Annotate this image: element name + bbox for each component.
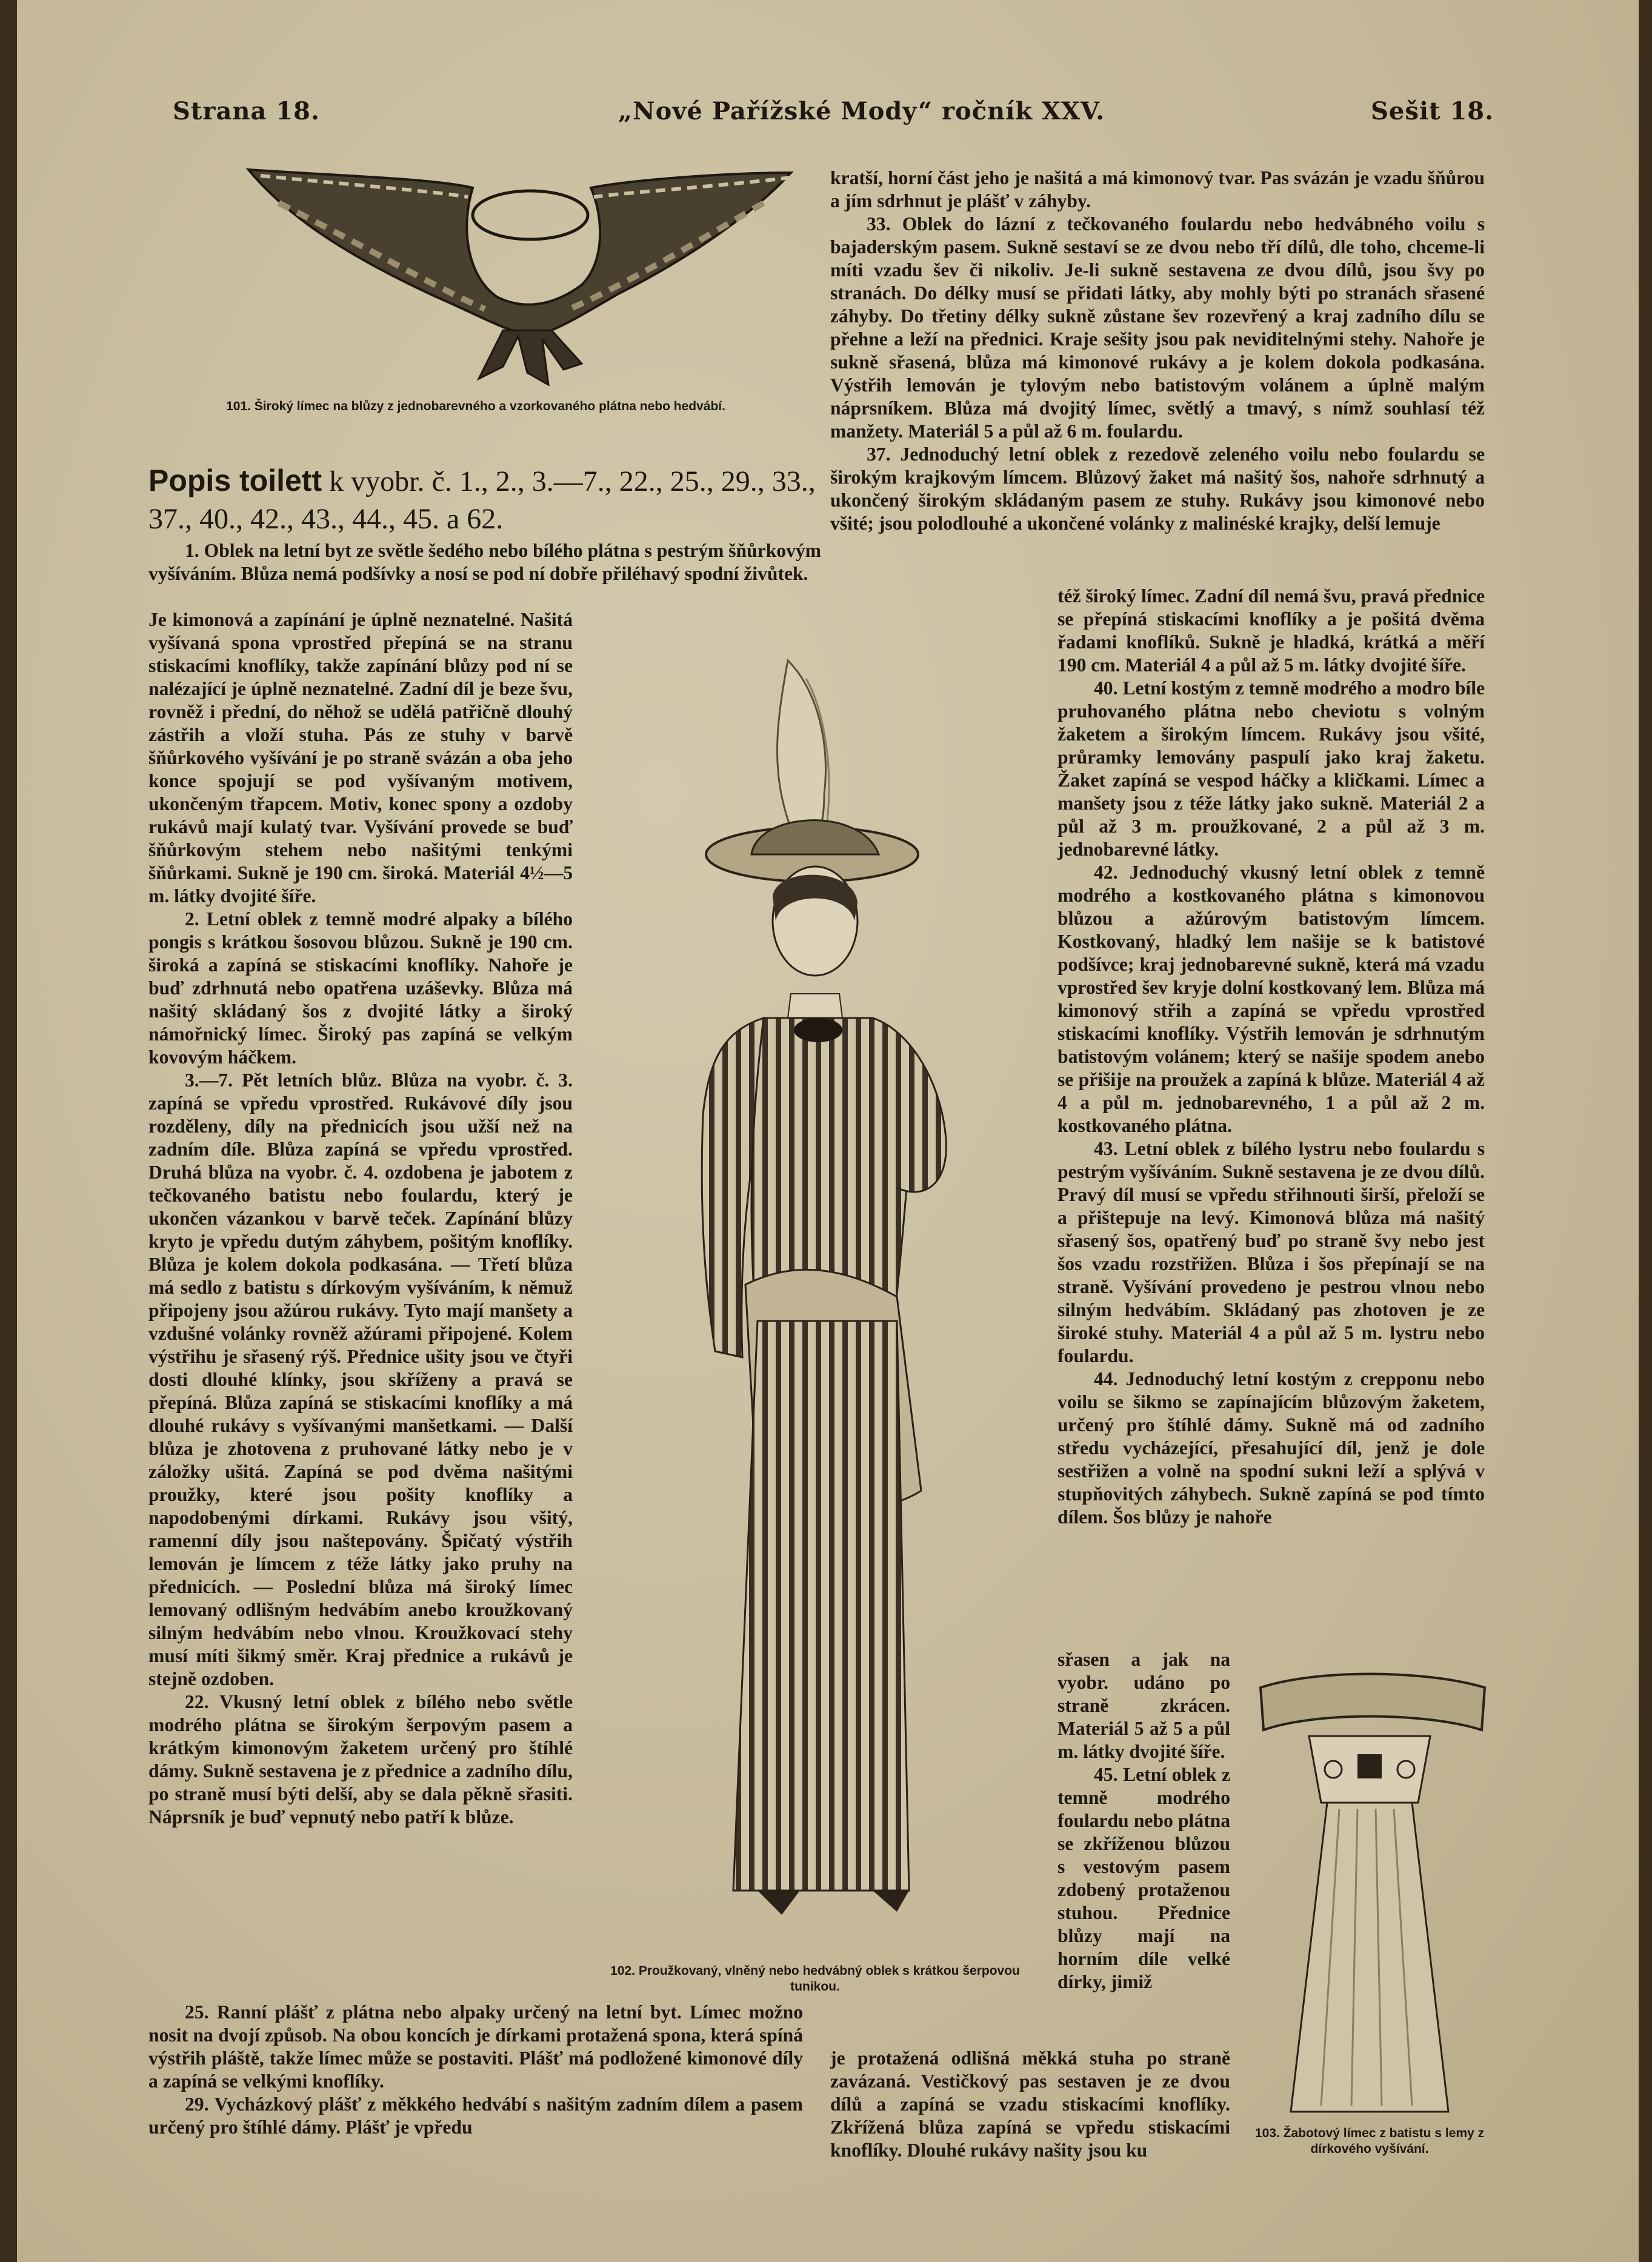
paragraph-25: 25. Ranní plášť z plátna nebo alpaky určený na letní byt. Límec možno nosit na dvojí způsob. Na obou koncích je dírkami protažená spona, která spíná výstřih pláště, takže límec může se postaviti. Plášť má podložené kimonové díly a zapíná se velkými knoflíky. bbox=[148, 2001, 803, 2092]
figure-101-collar-illustration bbox=[242, 155, 800, 391]
right-column-narrow bbox=[1057, 1648, 1230, 1994]
paragraph-1: 1. Oblek na letní byt ze světle šedého nebo bílého plátna s pestrým šňůrkovým vyšíváním. Blůza nemá podšívky a nosí se pod ní dobře přiléhavý spodní živůtek. bbox=[148, 540, 821, 584]
header-issue-number: Sešit 18. bbox=[1371, 97, 1494, 125]
scan-border-right bbox=[1639, 0, 1652, 2262]
paragraph-45-continued: je protažená odlišná měkká stuha po straně zavázaná. Vestičkový pas sestaven je ze dvou dílů a zapíná se vzadu stiskacími knoflíky. Zkřížená blůza zapíná se vpředu stiskacími knoflíky. Dlouhé rukávy našity jsou ku bbox=[830, 2047, 1230, 2161]
right-column-bottom bbox=[830, 2047, 1230, 2162]
paragraph-33: 33. Oblek do lázní z tečkovaného foulardu nebo hedvábného voilu s bajaderským pasem. Sukně sestaví se ze dvou nebo tří dílů, dle toho, chceme-li míti vzadu šev či nikoliv. Je-li sukně sestavena ze dvou dílů, jsou švy po stranách. Do délky musí se přidati látky, aby mohly býti po stranách sřasené záhyby. Do třetiny délky sukně zůstane šev rozevřený a kraj zadního dílu se přehne a leží na přednici. Kraje sešity jsou pak neviditelnými stehy. Nahoře je sukně sřasená, blůza má kimonové rukávy a je kolem dokola podkasána. Výstřih lemován je tylovým nebo batistovým volánem a úplně malým náprsníkem. Blůza má dvojitý límec, světlý a tmavý, s nímž souhlasí též manžety. Materiál 5 a půl až 6 m. foulardu. bbox=[830, 213, 1485, 442]
figure-102-dress-illustration bbox=[642, 654, 1067, 1963]
paragraph-40: 40. Letní kostým z temně modrého a modro bíle pruhovaného plátna nebo cheviotu s volným žaketem a širokým límcem. Rukávy jsou všité, průramky lemovány paspulí jako kraj žaketu. Žaket zapíná se vespod háčky a kličkami. Límec a manšety jsou z téže látky jako sukně. Materiál 2 a půl až 3 m. proužkované, 2 a půl až 3 m. jednobarevné látky. bbox=[1057, 677, 1485, 860]
paragraph-45: 45. Letní oblek z temně modrého foulardu nebo plátna se zkříženou blůzou s vestovým pasem zdobený protaženou stuhou. Přednice blůzy mají na horním díle velké dírky, jimiž bbox=[1057, 1764, 1230, 1992]
paragraph-44: 44. Jednoduchý letní kostým z crepponu nebo voilu se šikmo se zapínajícím blůzovým žaketem, určený pro štíhlé dámy. Sukně má od zadního středu vycházející, přesahující díl, jenž je dole sestřižen a volně na spodní sukni leží a splývá v stupňovitých záhybech. Sukně zapíná se pod tímto dílem. Šos blůzy je nahoře bbox=[1057, 1368, 1485, 1528]
paragraph-3-7: 3.—7. Pět letních blůz. Blůza na vyobr. č. 3. zapíná se vpředu vprostřed. Rukávové díly jsou rozděleny, díly na přednicích jsou užší než na zadním díle. Blůza zapíná se vpředu vprostřed. Druhá blůza na vyobr. č. 4. ozdobena je jabotem z tečkovaného batistu nebo foulardu, který je ukončen vázankou v barvě teček. Zapínání blůzy kryto je vpředu dutým záhybem, pošitým knoflíky. Blůza je kolem dokola podkasána. — Třetí blůza má sedlo z batistu s dírkovým vyšíváním, k němuž připojeny jsou ažúrou rukávy. Tyto mají manšety a vzdušné volánky rovněž ažúrami připojené. Kolem výstřihu je sřasený rýš. Přednice ušity jsou ve čtyři dosti dlouhé klínky, jsou skříženy a pravá se přepíná. Blůza zapíná se stiskacími knoflíky a má dlouhé rukávy s vyšívanými manšetkami. — Další blůza je zhotovena z pruhované látky nebo je v záložky ušitá. Zapíná se pod dvěma našitými proužky, které jsou pošity knoflíky a napodobenými dírkami. Rukávy jsou všitý, ramenní díly jsou naštepovány. Špičatý výstřih lemován je límcem z téže látky jako pruhy na přednicích. — Poslední blůza má široký límec lemovaný odlišným hedvábím anebo kroužkovaný silným hedvábím nebo vlnou. Kroužkovací stehy musí míti šikmý směr. Kraj přednice a rukávů je stejně ozdoben. bbox=[148, 1069, 573, 1689]
scan-border-left bbox=[0, 0, 17, 2262]
figure-101-caption: 101. Široký límec na blůzy z jednobarevného a vzorkovaného plátna nebo hedvábí. bbox=[226, 399, 725, 413]
paragraph-22: 22. Vkusný letní oblek z bílého nebo světle modrého plátna se širokým šerpovým pasem a krátkým kimonovým žaketem určený pro štíhlé dámy. Sukně sestavena je z přednice a zadního dílu, po straně musí býti delší, aby se dala pěkně sřasiti. Náprsník je buď vepnutý nebo patří k blůze. bbox=[148, 1691, 573, 1828]
paragraph-44-continued: sřasen a jak na vyobr. udáno po straně zkrácen. Materiál 5 až 5 a půl m. látky dvojité šíře. bbox=[1057, 1649, 1230, 1762]
section-title-rest: k vyobr. č. 1., 2., 3.—7., 22., 25., 29., 33., 37., 40., 42., 43., 44., 45. a 62. bbox=[148, 465, 816, 535]
figure-103-caption: 103. Žabotový límec z batistu s lemy z dírkového vyšívání. bbox=[1254, 2126, 1485, 2156]
left-column-top bbox=[148, 539, 821, 585]
paragraph-37-continued: též široký límec. Zadní díl nemá švu, pravá přednice se přepíná stiskacími knoflíky a je pošitá dvěma řadami knoflíků. Sukně je hladká, krátká a měří 190 cm. Materiál 4 a půl až 5 m. látky dvojité šíře. bbox=[1057, 585, 1485, 676]
figure-102-caption: 102. Proužkovaný, vlněný nebo hedvábný oblek s krátkou šerpovou tunikou. bbox=[610, 1964, 1020, 1994]
header-page-number: Strana 18. bbox=[173, 97, 320, 125]
right-column-middle bbox=[1057, 585, 1485, 1529]
paragraph-37: 37. Jednoduchý letní oblek z rezedově zeleného voilu nebo foulardu se širokým krajkovým límcem. Blůzový žaket má našitý šos, nahoře sdrhnutý a ukončený širokým skládaným pasem ze stuhy. Rukávy jsou kimonové nebo všité; jsou polodlouhé a ukončené volánky z malinéské krajky, delší lemuje bbox=[830, 444, 1485, 534]
paragraph-1-continued: Je kimonová a zapínání je úplně neznatelné. Našitá vyšívaná spona vprostřed přepíná se na stranu stiskacími knoflíky, takže zapínání blůzy pod ní se nalézající je úplně neznatelné. Zadní díl je beze švu, rovněž i přední, do něhož se udělá patřičně dlouhý zástřih a vloží stuha. Pás ze stuhy v barvě šňůrkového vyšívání je po straně svázán a oba jeho konce spojují se pod vyšívaným motivem, ukončeným třapcem. Motiv, konec spony a ozdoby rukávů mají kulatý tvar. Vyšívání provede se buď šňůrkovým stehem nebo našitými tenkými šňůrkami. Sukně je 190 cm. široká. Materiál 4½—5 m. látky dvojité šíře. bbox=[148, 609, 573, 906]
paragraph-29: 29. Vycházkový plášť z měkkého hedvábí s našitým zadním dílem a pasem určený pro štíhlé dámy. Plášť je vpředu bbox=[148, 2094, 803, 2138]
right-column-top bbox=[830, 167, 1485, 535]
left-column-narrow bbox=[148, 608, 573, 1829]
header-magazine-title: „Nové Pařížské Mody“ ročník XXV. bbox=[618, 97, 1105, 125]
section-title-bold: Popis toilett bbox=[148, 464, 322, 497]
paragraph-43: 43. Letní oblek z bílého lystru nebo foulardu s pestrým vyšíváním. Sukně sestavena je ze dvou dílů. Pravý díl musí se vpředu střihnouti širší, přeloží se a přištepuje na levý. Kimonová blůza má našitý sřasený šos, opatřený buď po straně švy nebo jest šos vzadu rozstřižen. Blůza i šos přepínají se na straně. Vyšívání provedeno je pestrou vlnou nebo silným hedvábím. Skládaný pas zhotoven je ze široké stuhy. Materiál 4 a půl až 5 m. lystru nebo foulardu. bbox=[1057, 1138, 1485, 1366]
figure-103-jabot-illustration bbox=[1242, 1663, 1497, 2130]
paragraph-29-continued: kratší, horní část jeho je našitá a má kimonový tvar. Pas svázán je vzadu šňůrou a jím sdrhnut je plášť v záhyby. bbox=[830, 167, 1485, 211]
paragraph-42: 42. Jednoduchý vkusný letní oblek z temně modrého a kostkovaného plátna s kimonovou blůzou a ažúrovým batistovým límcem. Kostkovaný, hladký lem našije se k batistové podšívce; kraj jednobarevné sukně, která má vzadu vprostřed šev kryje dolní kostkovaný lem. Blůza má kimonový střih a zapíná se vpředu vprostřed stiskacími knoflíky. Výstřih lemován je sdrhnutým batistovým volánem; který se našije spodem anebo se přišije na proužek a zapíná k blůze. Materiál 4 až 4 a půl m. jednobarevného, 1 a půl až 2 m. kostkovaného plátna. bbox=[1057, 862, 1485, 1136]
section-title bbox=[148, 462, 821, 538]
left-column-bottom bbox=[148, 2001, 803, 2139]
paragraph-2: 2. Letní oblek z temně modré alpaky a bílého pongis s krátkou šosovou blůzou. Sukně je 190 cm. široká a zapíná se stiskacími knoflíky. Nahoře je buď zdrhnutá nebo opatřena uzáševky. Blůza má našitý skládaný šos z dvojité látky a široký námořnický límec. Široký pas zapíná se velkým kovovým háčkem. bbox=[148, 908, 573, 1068]
